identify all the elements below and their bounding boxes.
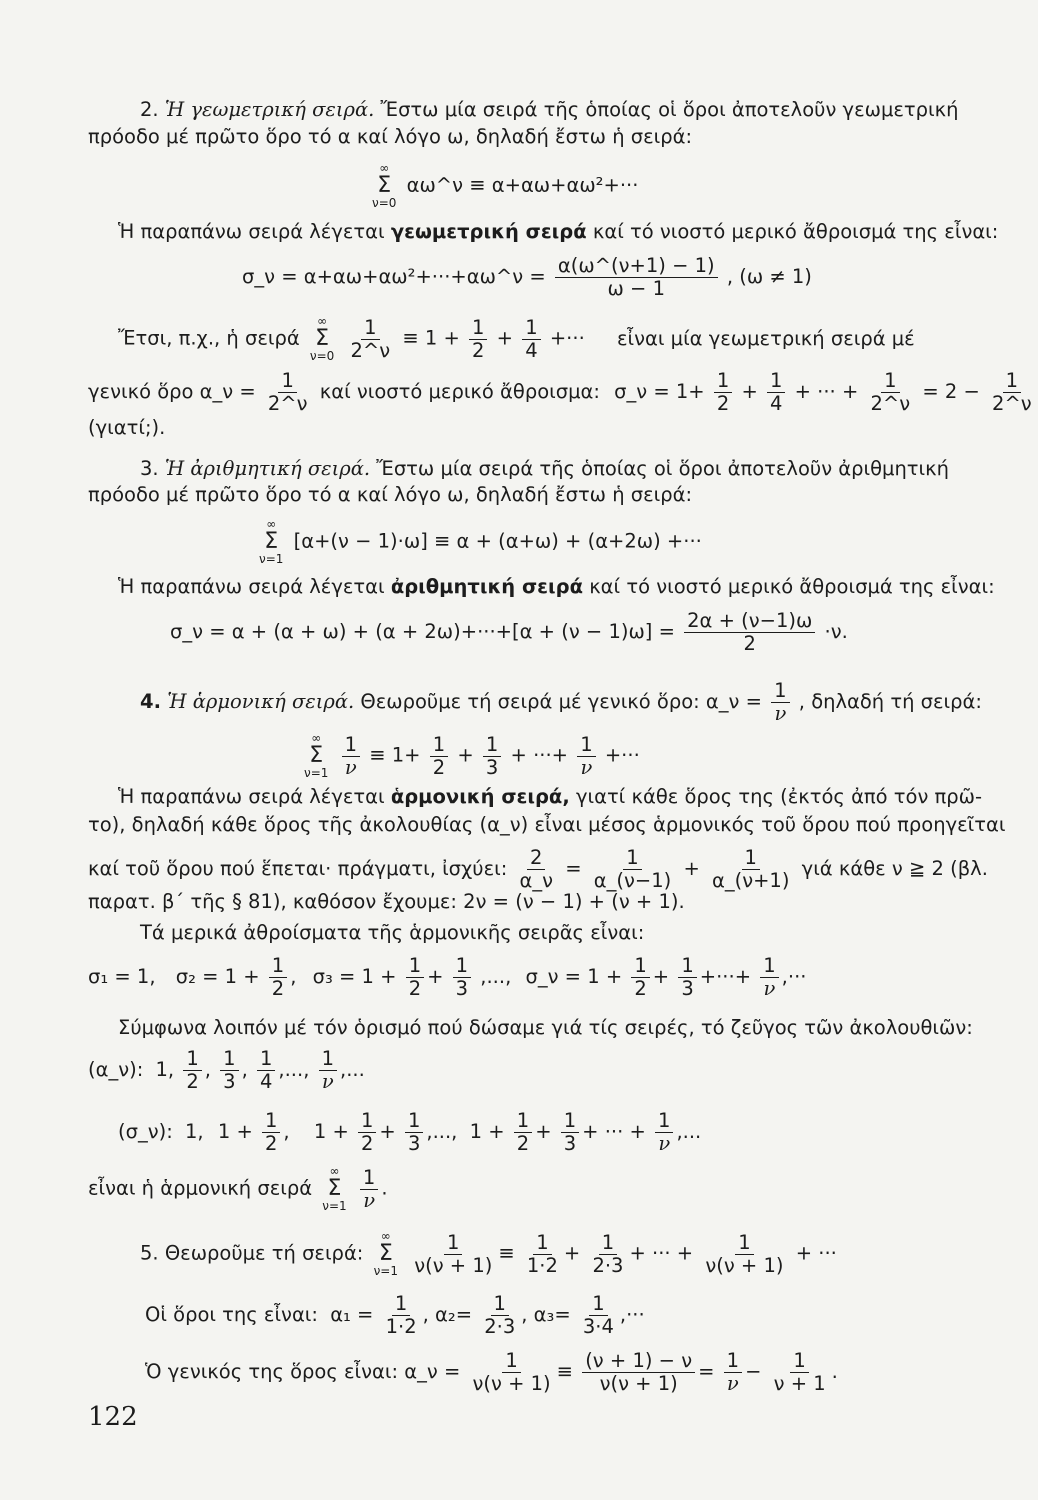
sequence-a: (α_ν): 1, $\frac{1}{2}$ , $\frac{1}{3}$ , $\frac{1}{4}$ ,..., $\frac{1}{\nu}$ ,... bbox=[88, 1047, 365, 1093]
denominator: 2^ν bbox=[350, 338, 391, 362]
denominator: 3 bbox=[455, 977, 469, 1000]
denominator: ω − 1 bbox=[607, 277, 665, 300]
numerator: 1 bbox=[342, 734, 360, 757]
fraction bbox=[430, 734, 448, 779]
fraction bbox=[517, 847, 557, 892]
numerator: 1 bbox=[278, 370, 296, 393]
denominator: 1·2 bbox=[385, 1315, 417, 1338]
sum-upper-limit: ∞ bbox=[379, 161, 390, 175]
s5-text-1: Θεωροῦμε τή σειρά: bbox=[164, 1241, 364, 1265]
seq-a-label: (α_ν): bbox=[88, 1058, 144, 1081]
numerator: 1 bbox=[319, 1048, 337, 1071]
fraction bbox=[631, 955, 649, 1000]
fraction bbox=[522, 317, 540, 362]
fraction bbox=[709, 847, 792, 892]
seq-s-term: 1 bbox=[217, 1120, 231, 1143]
fraction bbox=[760, 955, 778, 1000]
fraction bbox=[580, 1293, 617, 1338]
fraction bbox=[589, 1232, 626, 1277]
denominator: ν(ν + 1) bbox=[414, 1253, 493, 1277]
fraction bbox=[469, 317, 487, 362]
numerator: 1 bbox=[760, 955, 778, 978]
fraction bbox=[771, 680, 789, 725]
numerator: 1 bbox=[735, 1232, 753, 1255]
partial-sum-label: καί νιοστό μερικό ἄθροισμα: bbox=[319, 380, 600, 403]
denominator: α_(ν−1) bbox=[593, 869, 672, 892]
numerator: 1 bbox=[220, 1048, 238, 1071]
numerator: 1 bbox=[453, 955, 471, 978]
s2-general-term bbox=[88, 370, 1038, 415]
denominator: 3 bbox=[681, 977, 694, 1000]
s2-title: Ἡ γεωμετρική σειρά. bbox=[164, 98, 375, 121]
denominator: ν bbox=[763, 977, 776, 1000]
seq-s-first: 1 bbox=[185, 1120, 198, 1143]
numerator: 1 bbox=[767, 370, 785, 393]
numerator: 1 bbox=[361, 317, 379, 340]
denominator: 3 bbox=[407, 1132, 421, 1155]
s2-sum-expression: αω^ν ≡ α+αω+αω²+··· bbox=[406, 173, 639, 197]
numerator: 1 bbox=[623, 847, 641, 870]
fraction bbox=[262, 1110, 280, 1155]
s2-sum-definition bbox=[368, 162, 638, 210]
fraction bbox=[348, 317, 394, 362]
s4-para-1 bbox=[118, 784, 982, 810]
denominator: ν bbox=[344, 755, 357, 779]
denominator: 4 bbox=[259, 1070, 273, 1093]
sigma-glyph: Σ bbox=[264, 529, 279, 554]
s4-title: Ἡ ἁρμονική σειρά. bbox=[167, 690, 355, 713]
fraction bbox=[405, 1110, 423, 1155]
sum-lower-limit: ν=0 bbox=[309, 349, 335, 363]
s2-text-3 bbox=[118, 219, 998, 245]
denominator: 2 bbox=[472, 338, 485, 362]
sum-lower-limit: ν=1 bbox=[259, 552, 284, 566]
sigma-symbol bbox=[310, 315, 334, 363]
fraction bbox=[514, 1110, 532, 1155]
numerator: 1 bbox=[502, 1350, 520, 1373]
numerator: 1 bbox=[742, 847, 760, 870]
s2-example bbox=[118, 315, 915, 363]
ellipsis: + ··· bbox=[795, 1241, 837, 1265]
numerator: 1 bbox=[430, 734, 448, 757]
s2-number: 2. bbox=[140, 98, 159, 121]
fraction bbox=[183, 1048, 201, 1093]
s4-para-2: το), δηλαδή κάθε ὅρος τῆς ἀκολουθίας (α_ν) εἶναι μέσος ἁρμονικός τοῦ ὅρου πού προηγεῖται bbox=[88, 813, 1006, 836]
denominator: 2·3 bbox=[592, 1253, 624, 1277]
denominator: 2 bbox=[271, 977, 285, 1000]
numerator: 1 bbox=[358, 1110, 376, 1133]
denominator: ν bbox=[363, 1188, 376, 1212]
example-eq: ≡ 1 + bbox=[402, 326, 460, 350]
alpha-2: α₂= bbox=[435, 1303, 473, 1326]
ellipsis: +··· bbox=[549, 326, 585, 350]
s3-text-3a: Ἡ παραπάνω σειρά λέγεται bbox=[118, 575, 385, 598]
s3-title: Ἡ ἀριθμητική σειρά. bbox=[164, 457, 371, 480]
fraction bbox=[555, 255, 718, 300]
numerator: 1 bbox=[183, 1048, 201, 1071]
numerator: 1 bbox=[589, 1293, 607, 1316]
denominator: 2^ν bbox=[992, 392, 1032, 415]
numerator: 1 bbox=[771, 680, 789, 703]
numerator: 1 bbox=[1003, 370, 1021, 393]
s4-number: 4. bbox=[140, 690, 161, 713]
fraction bbox=[767, 370, 785, 415]
s4-para-4: παρατ. β΄ τῆς § 81), καθόσον ἔχουμε: 2ν = (ν − 1) + (ν + 1). bbox=[88, 890, 685, 913]
sum-eq: ≡ 1+ bbox=[369, 743, 421, 767]
numerator: 1 bbox=[533, 1232, 551, 1255]
denominator: ν(ν + 1) bbox=[599, 1372, 678, 1395]
fraction bbox=[989, 370, 1035, 415]
fraction bbox=[684, 610, 815, 655]
alpha-3: α₃= bbox=[533, 1303, 571, 1326]
s2-text-2: πρόοδο μέ πρῶτο ὅρο τό α καί λόγο ω, δηλαδή ἔστω ἡ σειρά: bbox=[88, 125, 693, 148]
s3-sum-expression: [α+(ν − 1)·ω] ≡ α + (α+ω) + (α+2ω) +··· bbox=[293, 529, 702, 553]
fraction bbox=[342, 734, 360, 779]
sum-upper-limit: ∞ bbox=[380, 1229, 391, 1243]
s3-number: 3. bbox=[140, 457, 159, 480]
denominator: ν bbox=[321, 1070, 334, 1093]
s4-harmonic-sum bbox=[300, 732, 640, 780]
numerator: 1 bbox=[599, 1232, 617, 1255]
numerator: α(ω^(ν+1) − 1) bbox=[555, 255, 718, 278]
ellipsis: ,..., bbox=[480, 965, 512, 988]
denominator: ν bbox=[658, 1132, 671, 1155]
denominator: 2 bbox=[432, 755, 446, 779]
fraction bbox=[702, 1232, 786, 1277]
denominator: 3·4 bbox=[582, 1315, 614, 1338]
denominator: ν + 1 bbox=[773, 1372, 826, 1395]
fraction bbox=[470, 1350, 554, 1395]
fraction bbox=[524, 1232, 561, 1277]
fraction bbox=[483, 734, 501, 779]
denominator: 4 bbox=[525, 338, 538, 362]
denominator: α_(ν+1) bbox=[711, 869, 790, 892]
s4-text-p1c: γιατί κάθε ὅρος της (ἐκτός ἀπό τόν πρῶ- bbox=[575, 785, 983, 808]
sigma-3: σ₃ = 1 + bbox=[312, 965, 397, 988]
sigma-glyph: Σ bbox=[377, 173, 392, 198]
numerator: 1 bbox=[678, 955, 696, 978]
numerator: 1 bbox=[469, 317, 487, 340]
fraction bbox=[724, 1350, 742, 1395]
s2-text-3a: Ἡ παραπάνω σειρά λέγεται bbox=[118, 220, 385, 243]
s4-partial-sums: σ₁ = 1, σ₂ = 1 + $\frac{1}{2}$ , σ₃ = 1 + $\frac{1}{2}$ + $\frac{1}{3}$ ,..., σ_ν = 1 + $\frac{1}{2}$ + $\frac{1}{3}$ +···+ $\frac{1}{\nu}$ ,··· bbox=[88, 954, 807, 1000]
numerator: 1 bbox=[881, 370, 899, 393]
fraction bbox=[319, 1048, 337, 1093]
numerator: 1 bbox=[561, 1110, 579, 1133]
formula-lhs: σ_ν = α + (α + ω) + (α + 2ω)+···+[α + (ν − 1)ω] = bbox=[170, 620, 675, 643]
general-term-label: γενικό ὅρο α_ν = bbox=[88, 380, 256, 403]
numerator: 1 bbox=[483, 734, 501, 757]
sum-upper-limit: ∞ bbox=[266, 517, 277, 531]
sigma-glyph: Σ bbox=[315, 326, 330, 351]
numerator: 1 bbox=[392, 1293, 410, 1316]
fraction bbox=[582, 1350, 695, 1395]
denominator: 2 bbox=[361, 1132, 374, 1155]
denominator: 1·2 bbox=[526, 1253, 558, 1277]
denominator: 2^ν bbox=[870, 392, 911, 415]
denominator: ν(ν + 1) bbox=[705, 1253, 784, 1277]
denominator: 2 bbox=[516, 1132, 530, 1155]
denominator: α_ν bbox=[519, 869, 554, 892]
s4-text-p1a: Ἡ παραπάνω σειρά λέγεται bbox=[118, 785, 385, 808]
denominator: 3 bbox=[563, 1132, 577, 1155]
fraction bbox=[453, 955, 471, 1000]
denominator: ν(ν + 1) bbox=[472, 1372, 551, 1395]
sum-upper-limit: ∞ bbox=[311, 731, 322, 745]
sum-upper-limit: ∞ bbox=[329, 1164, 340, 1178]
numerator: 1 bbox=[724, 1350, 742, 1373]
s5-general-label: Ὁ γενικός της ὅρος εἶναι: α_ν = bbox=[145, 1360, 461, 1383]
s3-text-1: Ἔστω μία σειρά τῆς ὁποίας οἱ ὅροι ἀποτελοῦν ἀριθμητική bbox=[376, 457, 949, 480]
fraction bbox=[561, 1110, 579, 1155]
sigma-glyph: Σ bbox=[327, 1176, 342, 1201]
s2-why: (γιατί;). bbox=[88, 416, 166, 439]
fraction bbox=[269, 955, 287, 1000]
numerator: 1 bbox=[406, 955, 424, 978]
fraction bbox=[655, 1110, 673, 1155]
equals-two-minus: = 2 − bbox=[922, 380, 980, 403]
s4-text-1a: Θεωροῦμε τή σειρά μέ γενικό ὅρο: α_ν = bbox=[360, 690, 762, 713]
numerator: 1 bbox=[790, 1350, 808, 1373]
page-number: 122 bbox=[88, 1402, 138, 1432]
denominator: 2 bbox=[716, 392, 730, 415]
s4-para-6: Σύμφωνα λοιπόν μέ τόν ὁρισμό πού δώσαμε γιά τίς σειρές, τό ζεῦγος τῶν ἀκολουθιῶν: bbox=[118, 1016, 973, 1039]
sigma-symbol bbox=[304, 732, 328, 780]
denominator: 2^ν bbox=[267, 392, 308, 415]
numerator: (ν + 1) − ν bbox=[582, 1350, 695, 1373]
formula-lhs: σ_ν = α+αω+αω²+···+αω^ν = bbox=[242, 265, 546, 288]
fraction bbox=[406, 955, 424, 1000]
sum-lower-limit: ν=1 bbox=[322, 1199, 347, 1213]
fraction bbox=[577, 734, 595, 779]
sigma-symbol bbox=[322, 1165, 346, 1213]
s2-text-1: Ἔστω μία σειρά τῆς ὁποίας οἱ ὅροι ἀποτελοῦν γεωμετρική bbox=[380, 98, 959, 121]
numerator: 1 bbox=[360, 1167, 378, 1190]
denominator: 3 bbox=[485, 755, 499, 779]
sum-lower-limit: ν=1 bbox=[304, 766, 329, 780]
fraction bbox=[383, 1293, 420, 1338]
sum-lower-limit: ν=0 bbox=[372, 196, 397, 210]
s4-para-3 bbox=[88, 847, 988, 892]
s2-line1 bbox=[140, 97, 958, 123]
denominator: 2 bbox=[634, 977, 647, 1000]
s4-term-harmonic: ἁρμονική σειρά, bbox=[390, 785, 570, 808]
numerator: 1 bbox=[655, 1110, 673, 1133]
fraction bbox=[265, 370, 311, 415]
numerator: 1 bbox=[514, 1110, 532, 1133]
s4-text-p3b: γιά κάθε ν ≧ 2 (βλ. bbox=[801, 857, 988, 880]
numerator: 1 bbox=[262, 1110, 280, 1133]
fraction bbox=[360, 1167, 378, 1212]
s5-general-term: Ὁ γενικός της ὅρος εἶναι: α_ν = $\frac{1}{\nu(\nu + 1)}$ ≡ $\frac{(\nu + 1) - \nu}{\nu(\nu + 1)}$ = $\frac{1}{\nu}$ − $\frac{1}{\nu + 1}$ . bbox=[145, 1349, 838, 1395]
numerator: 1 bbox=[577, 734, 595, 757]
sigma-symbol bbox=[374, 1230, 398, 1278]
s3-partial-sum-formula bbox=[170, 610, 848, 655]
numerator: 1 bbox=[522, 317, 540, 340]
ellipsis: + ···+ bbox=[510, 743, 569, 767]
s5-terms: Οἱ ὅροι της εἶναι: α₁ = $\frac{1}{1\cdot 2}$ , α₂= $\frac{1}{2\cdot 3}$ , α₃= $\frac{1}{3\cdot 4}$ ,··· bbox=[145, 1292, 645, 1338]
s4-text-p3a: καί τοῦ ὅρου πού ἕπεται· πράγματι, ἰσχύει: bbox=[88, 857, 508, 880]
numerator: 1 bbox=[405, 1110, 423, 1133]
numerator: 2α + (ν−1)ω bbox=[684, 610, 815, 633]
fraction bbox=[220, 1048, 238, 1093]
s4-line1 bbox=[140, 680, 982, 725]
denominator: 3 bbox=[223, 1070, 236, 1093]
fraction bbox=[358, 1110, 376, 1155]
plus-sign: + bbox=[741, 380, 758, 403]
sequence-sigma: (σ_ν): 1, 1 + $\frac{1}{2}$ , 1 + $\frac{1}{2}$ + $\frac{1}{3}$ ,..., 1 + $\frac{1}{2}$ + $\frac{1}{3}$ + ··· + $\frac{1}{\nu}$ ,... bbox=[118, 1109, 702, 1155]
seq-s-label: (σ_ν): bbox=[118, 1120, 173, 1143]
s3-text-3 bbox=[118, 574, 995, 600]
equals-sign: = bbox=[565, 857, 582, 880]
sigma-1: σ₁ = 1, bbox=[88, 965, 156, 988]
fraction bbox=[868, 370, 914, 415]
s4-final: εἶναι ἡ ἁρμονική σειρά ∞ Σ ν=1 $\frac{1}{\nu}$ . bbox=[88, 1164, 388, 1213]
s5-terms-label: Οἱ ὅροι της εἶναι: bbox=[145, 1303, 318, 1326]
example-tail: εἶναι μία γεωμετρική σειρά μέ bbox=[616, 326, 915, 350]
numerator: 2 bbox=[527, 847, 545, 870]
fraction bbox=[771, 1350, 829, 1395]
s3-text-3c: καί τό νιοστό μερικό ἄθροισμά της εἶναι: bbox=[589, 575, 995, 598]
ellipsis: + ··· + bbox=[794, 380, 859, 403]
denominator: 4 bbox=[770, 392, 783, 415]
plus-sign: + bbox=[496, 326, 514, 350]
denominator: ν bbox=[580, 755, 593, 779]
numerator: 1 bbox=[714, 370, 732, 393]
denominator: 2 bbox=[743, 632, 756, 655]
ellipsis: +··· bbox=[604, 743, 640, 767]
sigma-symbol bbox=[372, 162, 396, 210]
s3-sum-definition bbox=[255, 518, 702, 566]
denominator: 2 bbox=[186, 1070, 199, 1093]
seq-s-term: 1 bbox=[469, 1120, 483, 1143]
s3-line1 bbox=[140, 456, 949, 482]
seq-a-first: 1 bbox=[155, 1058, 168, 1081]
fraction bbox=[678, 955, 696, 1000]
denominator: 2·3 bbox=[484, 1315, 516, 1338]
sigma-2: σ₂ = 1 + bbox=[175, 965, 260, 988]
s2-partial-sum-formula bbox=[242, 255, 812, 300]
denominator: ν bbox=[774, 702, 787, 725]
s5-number: 5. bbox=[140, 1241, 159, 1265]
sum-lower-limit: ν=1 bbox=[373, 1264, 398, 1278]
denominator: ν bbox=[726, 1372, 739, 1395]
fraction bbox=[411, 1232, 495, 1277]
s3-term-arithmetic: ἀριθμητική σειρά bbox=[390, 575, 583, 598]
sum-upper-limit: ∞ bbox=[317, 314, 328, 328]
formula-tail: ·ν. bbox=[824, 620, 848, 643]
denominator: 2 bbox=[408, 977, 422, 1000]
sigma-nu: σ_ν = 1 + bbox=[525, 965, 623, 988]
fraction bbox=[714, 370, 732, 415]
s2-text-3c: καί τό νιοστό μερικό ἄθροισμά της εἶναι: bbox=[592, 220, 999, 243]
s2-term-geometric: γεωμετρική σειρά bbox=[390, 220, 587, 243]
fraction bbox=[257, 1048, 275, 1093]
s3-text-2: πρόοδο μέ πρῶτο ὅρο τό α καί λόγο ω, δηλαδή ἔστω ἡ σειρά: bbox=[88, 483, 693, 506]
plus-sign: + bbox=[683, 857, 700, 880]
numerator: 1 bbox=[631, 955, 649, 978]
numerator: 1 bbox=[444, 1232, 462, 1255]
sigma-nu: σ_ν = 1+ bbox=[614, 380, 705, 403]
s4-para-5: Τά μερικά ἀθροίσματα τῆς ἁρμονικῆς σειρᾶς εἶναι: bbox=[140, 921, 645, 944]
fraction bbox=[481, 1293, 518, 1338]
plus-sign: + bbox=[457, 743, 474, 767]
sigma-glyph: Σ bbox=[378, 1241, 393, 1266]
numerator: 1 bbox=[491, 1293, 509, 1316]
s4-text-1b: , δηλαδή τή σειρά: bbox=[798, 690, 982, 713]
numerator: 1 bbox=[257, 1048, 275, 1071]
formula-condition: , (ω ≠ 1) bbox=[726, 265, 812, 288]
alpha-1: α₁ = bbox=[330, 1303, 374, 1326]
s5-series: 5. Θεωροῦμε τή σειρά: ∞ Σ ν=1 $\frac{1}{\nu(\nu + 1)}$ ≡ $\frac{1}{1\cdot 2}$ + $\frac{1}{2\cdot 3}$ + ··· + $\frac{1}{\nu(\nu + 1)}$ + ··· bbox=[140, 1229, 837, 1278]
s4-final-text: εἶναι ἡ ἁρμονική σειρά bbox=[88, 1176, 313, 1200]
denominator: 2 bbox=[265, 1132, 278, 1155]
sigma-glyph: Σ bbox=[309, 743, 324, 768]
fraction bbox=[591, 847, 674, 892]
sigma-symbol bbox=[259, 518, 283, 566]
example-text: Ἔτσι, π.χ., ἡ σειρά bbox=[118, 326, 300, 350]
seq-s-term: 1 bbox=[313, 1120, 327, 1143]
numerator: 1 bbox=[269, 955, 287, 978]
